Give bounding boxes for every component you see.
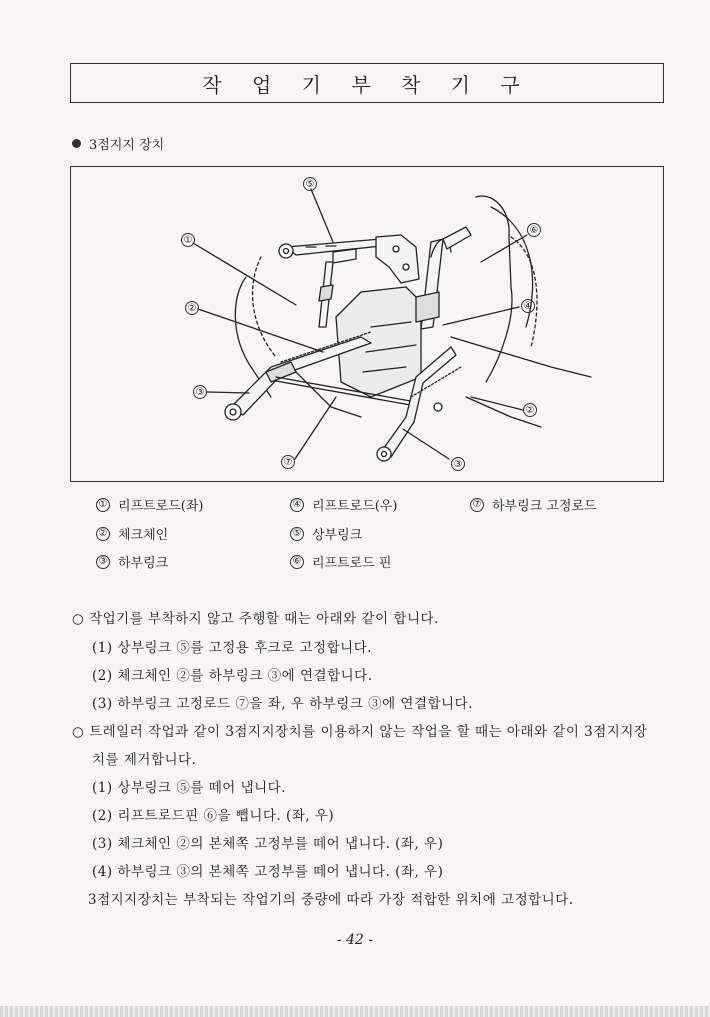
callout-check-chain-left: ② <box>185 301 199 315</box>
body-line: 3점지지장치는 부착되는 작업기의 중량에 따라 가장 적합한 위치에 고정합니다. <box>88 892 574 908</box>
legend-number: ② <box>96 527 110 541</box>
legend-number: ① <box>96 498 110 512</box>
legend-item <box>290 524 362 543</box>
legend-label: 리프트로드(좌) <box>118 499 204 514</box>
legend-label: 리프트로드 핀 <box>312 556 392 571</box>
legend-number: ⑤ <box>290 527 304 541</box>
legend-label: 리프트로드(우) <box>312 499 398 514</box>
legend-number: ④ <box>290 498 304 512</box>
page-title-box <box>70 63 664 103</box>
legend-item <box>96 495 204 514</box>
body-line: (2) 리프트로드핀 ⑥을 뺍니다. (좌, 우) <box>92 808 335 824</box>
body-line: (1) 상부링크 ⑤를 고정용 후크로 고정합니다. <box>92 640 373 656</box>
body-line: (4) 하부링크 ③의 본체쪽 고정부를 떼어 냅니다. (좌, 우) <box>92 864 444 880</box>
legend-item <box>290 552 391 571</box>
callout-lift-rod-pin: ⑥ <box>527 223 541 237</box>
legend-item <box>290 495 398 514</box>
bullet-icon <box>72 139 81 148</box>
callout-right-lift-rod: ④ <box>521 299 535 313</box>
callout-stabilizer-rod: ⑦ <box>281 455 295 469</box>
legend-item <box>470 495 597 514</box>
legend-label: 하부링크 <box>118 556 169 571</box>
legend-number: ③ <box>96 555 110 569</box>
callout-lower-link-left: ③ <box>193 385 207 399</box>
hitch-illustration <box>71 167 664 482</box>
page-number: - 42 - <box>336 932 374 948</box>
legend-number: ⑦ <box>470 498 484 512</box>
callout-left-lift-rod: ① <box>181 233 195 247</box>
callout-check-chain-right: ② <box>523 403 537 417</box>
legend-label: 상부링크 <box>312 528 363 543</box>
three-point-hitch-figure <box>70 166 664 482</box>
page-title: 작 업 기 부 착 기 구 <box>202 72 532 97</box>
body-line: (1) 상부링크 ⑤를 떼어 냅니다. <box>92 780 286 796</box>
scan-edge-strip <box>0 1006 710 1017</box>
body-line: ○ 작업기를 부착하지 않고 주행할 때는 아래와 같이 합니다. <box>72 611 439 627</box>
body-line: 치를 제거합니다. <box>92 752 197 768</box>
callout-top-link: ⑤ <box>303 177 317 191</box>
body-line: ○ 트레일러 작업과 같이 3점지지장치를 이용하지 않는 작업을 할 때는 아래와 같이 3점지지장 <box>72 724 648 740</box>
body-line: (3) 체크체인 ②의 본체쪽 고정부를 떼어 냅니다. (좌, 우) <box>92 836 444 852</box>
legend-item <box>96 552 168 571</box>
body-line: (3) 하부링크 고정로드 ⑦을 좌, 우 하부링크 ③에 연결합니다. <box>92 696 473 712</box>
callout-lower-link-right: ③ <box>451 457 465 471</box>
section-heading <box>72 134 164 153</box>
legend-label: 체크체인 <box>118 528 169 543</box>
legend-number: ⑥ <box>290 555 304 569</box>
section-heading-text: 3점지지 장치 <box>89 138 165 153</box>
legend-item <box>96 524 168 543</box>
legend-label: 하부링크 고정로드 <box>492 499 597 514</box>
body-line: (2) 체크체인 ②를 하부링크 ③에 연결합니다. <box>92 668 373 684</box>
